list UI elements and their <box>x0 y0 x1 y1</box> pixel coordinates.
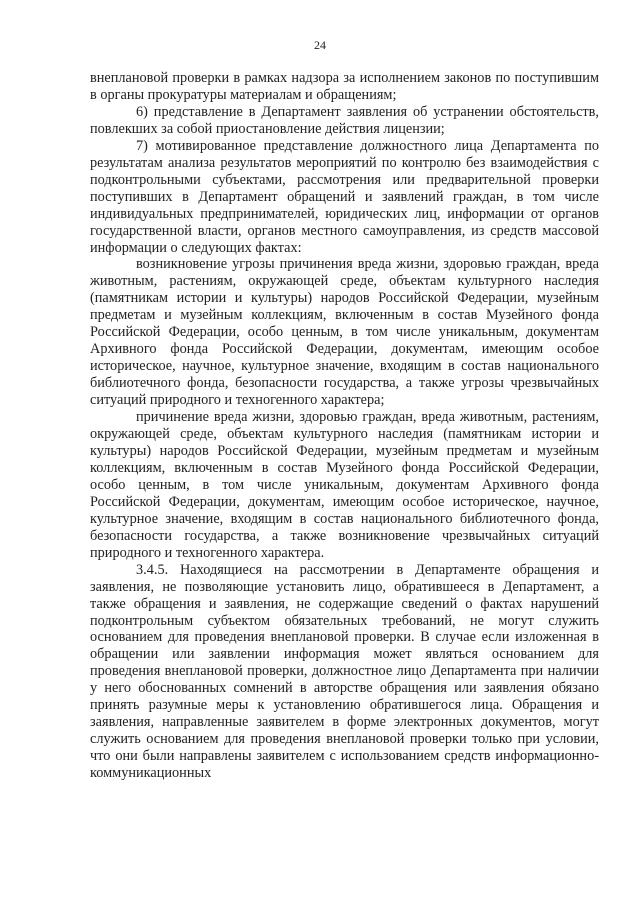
paragraph-continuation: внеплановой проверки в рамках надзора за исполнением законов по поступившим в органы прокуратуры материалам и обращениям; <box>90 70 599 103</box>
paragraph-threat: возникновение угрозы причинения вреда жизни, здоровью граждан, вреда животным, растениям, окружающей среде, объектам культурного наследия (памятникам истории и культуры) народов Российской Федерации, музейным предметам и музейным коллекциям, включенным в состав Музейного фонда Российской Федерации, особо ценным, в том числе уникальным, документам Архивного фонда Российской Федерации, документам, имеющим особое историческое, научное, культурное значение, входящим в состав национального библиотечного фонда, безопасности государства, а также угрозы чрезвычайных ситуаций природного и техногенного характера; <box>90 256 599 409</box>
paragraph-item-6: 6) представление в Департамент заявления об устранении обстоятельств, повлекших за собой приостановление действия лицензии; <box>90 103 599 137</box>
paragraph-3-4-5: 3.4.5. Находящиеся на рассмотрении в Департаменте обращения и заявления, не позволяющие установить лицо, обратившееся в Департамент, а также обращения и заявления, не содержащие сведений о фактах нарушений подконтрольным субъектом обязательных требований, не могут служить основанием для проведения внеплановой проверки. В случае если изложенная в обращении или заявлении информация может являться основанием для проведения внеплановой проверки, должностное лицо Департамента при наличии у него обоснованных сомнений в авторстве обращения или заявления обязано принять разумные меры к установлению обратившегося лица. Обращения и заявления, направленные заявителем в форме электронных документов, могут служить основанием для проведения внеплановой проверки только при условии, что они были направлены заявителем с использованием средств информационно-коммуникационных <box>90 561 599 782</box>
paragraph-item-7: 7) мотивированное представление должностного лица Департамента по результатам анализа результатов мероприятий по контролю без взаимодействия с подконтрольными субъектами, рассмотрения или предварительной проверки поступивших в Департамент обращений и заявлений граждан, в том числе индивидуальных предпринимателей, юридических лиц, информации от органов государственной власти, органов местного самоуправления, из средств массовой информации о следующих фактах: <box>90 137 599 256</box>
body-text <box>90 70 599 782</box>
paragraph-harm: причинение вреда жизни, здоровью граждан, вреда животным, растениям, окружающей среде, объектам культурного наследия (памятникам истории и культуры) народов Российской Федерации, музейным предметам и музейным коллекциям, включенным в состав Музейного фонда Российской Федерации, особо ценным, в том числе уникальным, документам Архивного фонда Российской Федерации, документам, имеющим особое историческое, научное, культурное значение, входящим в состав национального библиотечного фонда, безопасности государства, а также возникновение чрезвычайных ситуаций природного и техногенного характера. <box>90 409 599 561</box>
page-number: 24 <box>314 38 326 52</box>
